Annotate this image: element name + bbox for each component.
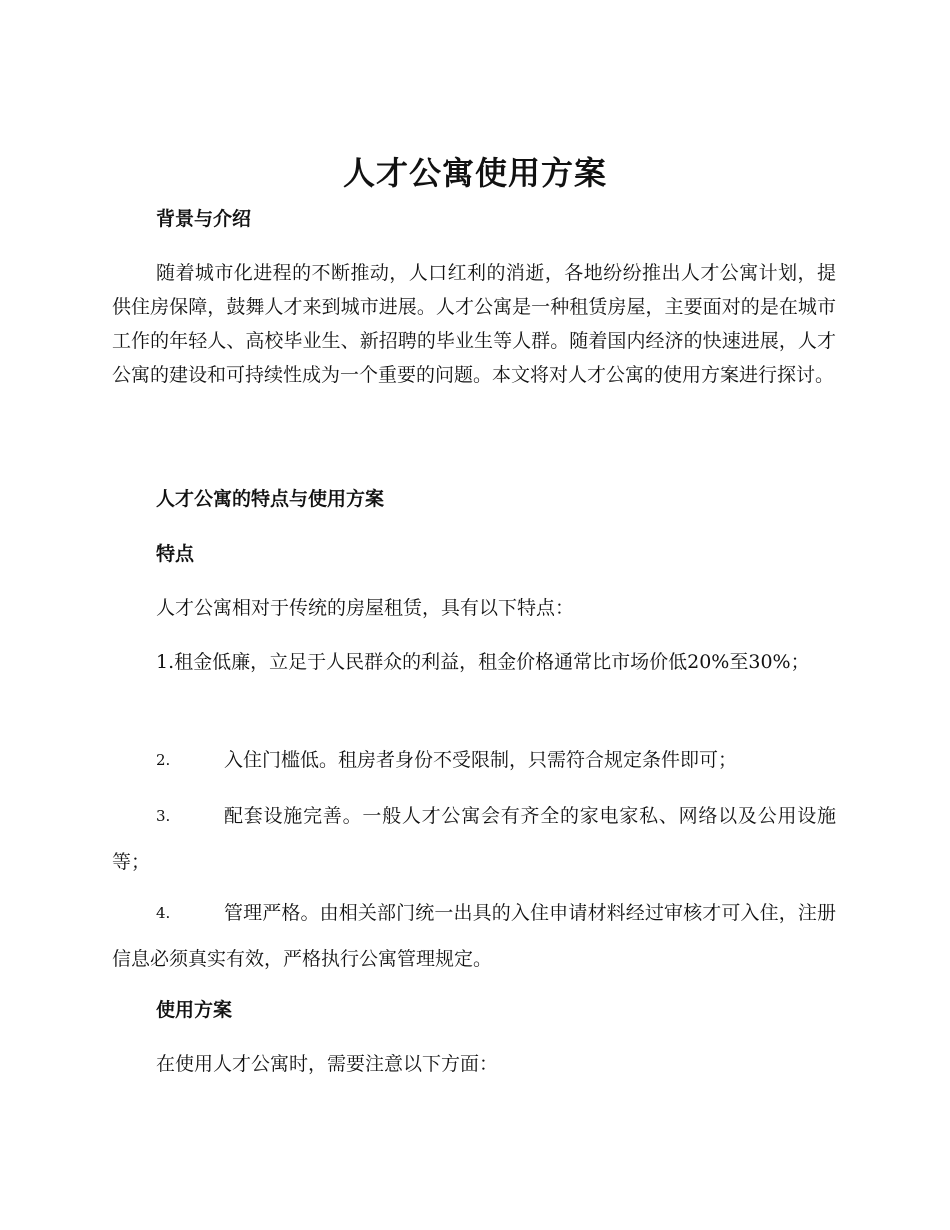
feature-item-3-text: 配套设施完善。一般人才公寓会有齐全的家电家私、网络以及公用设施等； bbox=[112, 805, 836, 873]
feature-item-3 bbox=[112, 793, 836, 885]
feature-item-2 bbox=[112, 737, 836, 783]
features-intro: 人才公寓相对于传统的房屋租赁，具有以下特点： bbox=[156, 597, 575, 619]
feature-item-3-number: 3. bbox=[156, 807, 171, 825]
feature-item-4-text: 管理严格。由相关部门统一出具的入住申请材料经过审核才可入住，注册信息必须真实有效，严格执行公寓管理规定。 bbox=[112, 902, 836, 970]
section-heading-background: 背景与介绍 bbox=[156, 208, 252, 230]
section-heading-features-usage: 人才公寓的特点与使用方案 bbox=[156, 488, 385, 510]
feature-item-4-number: 4. bbox=[156, 904, 171, 922]
subheading-features: 特点 bbox=[156, 543, 195, 565]
background-paragraph: 随着城市化进程的不断推动，人口红利的消逝，各地纷纷推出人才公寓计划，提供住房保障，鼓舞人才来到城市进展。人才公寓是一种租赁房屋，主要面对的是在城市工作的年轻人、高校毕业生、新招聘的毕业生等人群。随着国内经济的快速进展，人才公寓的建设和可持续性成为一个重要的问题。本文将对人才公寓的使用方案进行探讨。 bbox=[112, 262, 836, 386]
feature-item-1: 1.租金低廉，立足于人民群众的利益，租金价格通常比市场价低20%至30%； bbox=[156, 651, 810, 673]
feature-item-2-number: 2. bbox=[156, 751, 171, 769]
usage-intro: 在使用人才公寓时，需要注意以下方面： bbox=[156, 1053, 499, 1075]
subheading-usage: 使用方案 bbox=[156, 999, 233, 1021]
document-title: 人才公寓使用方案 bbox=[342, 154, 607, 192]
feature-item-4 bbox=[112, 890, 836, 982]
feature-item-2-text: 入住门槛低。租房者身份不受限制，只需符合规定条件即可； bbox=[224, 749, 738, 771]
